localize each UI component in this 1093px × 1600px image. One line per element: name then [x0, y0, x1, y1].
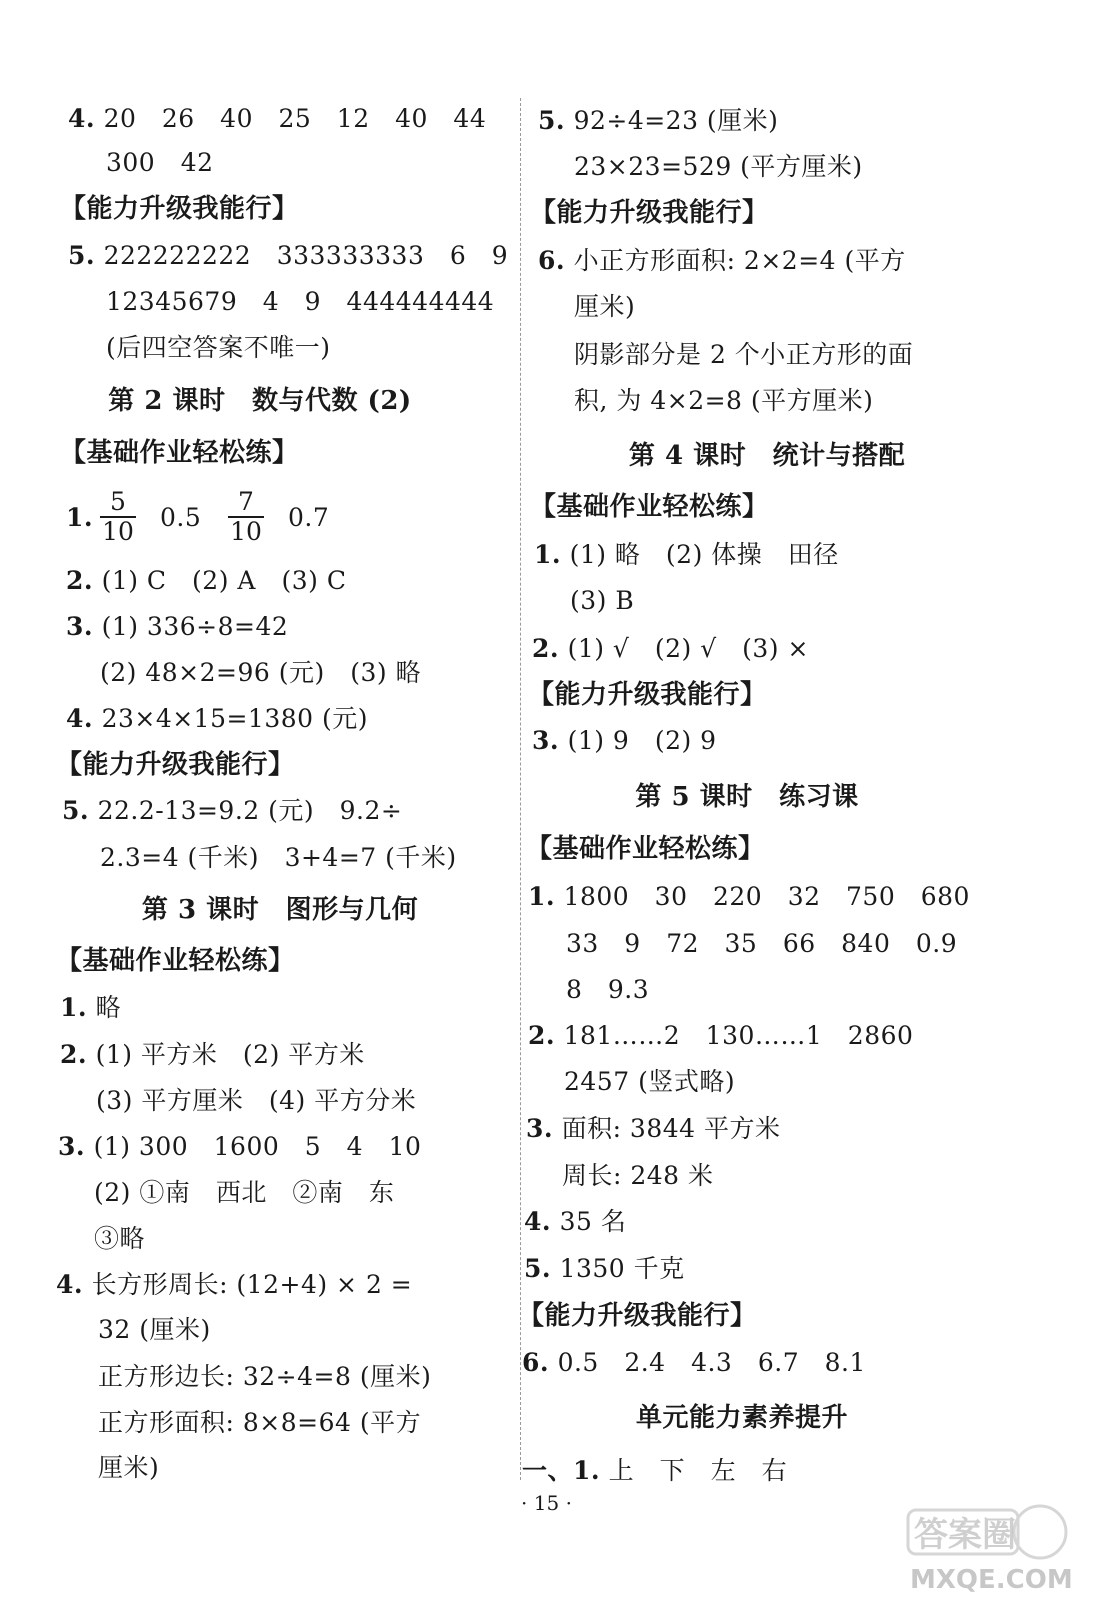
section-heading: 【能力升级我能行】: [518, 1301, 757, 1331]
answer-line: 6. 小正方形面积: 2×2=4 (平方: [538, 246, 906, 275]
answer-line: 32 (厘米): [98, 1315, 211, 1344]
answer-line: 2.3=4 (千米) 3+4=7 (千米): [100, 843, 457, 872]
answer-line: 6. 0.5 2.4 4.3 6.7 8.1: [522, 1348, 866, 1377]
column-divider: [520, 98, 521, 1480]
answer-line: 5. 1350 千克: [524, 1254, 685, 1283]
section-heading: 【能力升级我能行】: [60, 194, 299, 224]
answer-line: 阴影部分是 2 个小正方形的面: [574, 340, 914, 369]
lesson-title: 第 3 课时 图形与几何: [141, 895, 419, 925]
answer-line: 3. (1) 300 1600 5 4 10: [58, 1132, 422, 1161]
answer-line: 2. (1) C (2) A (3) C: [66, 566, 347, 595]
answer-line: 2. (1) √ (2) √ (3) ×: [532, 634, 809, 663]
section-heading: 【基础作业轻松练】: [526, 834, 765, 864]
answer-line: 积, 为 4×2=8 (平方厘米): [574, 386, 874, 415]
answer-line: 厘米): [98, 1453, 160, 1482]
watermark-logo-text: 答案圈: [914, 1515, 1016, 1555]
answer-line: 33 9 72 35 66 840 0.9: [566, 929, 958, 958]
section-heading: 【基础作业轻松练】: [60, 438, 299, 468]
section-heading: 【基础作业轻松练】: [530, 492, 769, 522]
answer-line: 3. (1) 9 (2) 9: [532, 726, 717, 755]
answer-line: 3. 面积: 3844 平方米: [526, 1114, 781, 1143]
answer-line: 正方形面积: 8×8=64 (平方: [98, 1408, 422, 1437]
answer-line: 2. (1) 平方米 (2) 平方米: [60, 1040, 365, 1069]
page-number: · 15 ·: [521, 1491, 572, 1515]
answer-line: (2) 48×2=96 (元) (3) 略: [100, 658, 422, 687]
answer-line: 4. 20 26 40 25 12 40 44: [68, 104, 487, 133]
lesson-title: 第 2 课时 数与代数 (2): [108, 386, 412, 416]
section-heading: 【能力升级我能行】: [528, 680, 767, 710]
watermark-url: MXQE.COM: [910, 1565, 1073, 1595]
answer-line: 4. 23×4×15=1380 (元): [66, 704, 369, 733]
answer-line: 1. 略: [60, 993, 122, 1022]
fraction: $\frac{7}{10}$: [228, 488, 264, 546]
lesson-title: 第 5 课时 练习课: [635, 782, 859, 812]
answer-line: 厘米): [574, 292, 636, 321]
answer-line: 5. 92÷4=23 (厘米): [538, 106, 779, 135]
answer-line: 4. 35 名: [524, 1207, 627, 1236]
answer-note: (后四空答案不唯一): [106, 333, 331, 362]
section-heading: 【基础作业轻松练】: [56, 946, 295, 976]
answer-line: 5. 22.2-13=9.2 (元) 9.2÷: [62, 796, 403, 825]
lesson-title: 第 4 课时 统计与搭配: [628, 441, 906, 471]
answer-line: 12345679 4 9 444444444: [106, 287, 495, 316]
section-heading: 【能力升级我能行】: [530, 198, 769, 228]
watermark-logo: [900, 1500, 1090, 1596]
section-heading: 【能力升级我能行】: [56, 750, 295, 780]
answer-line: 一、1. 上 下 左 右: [522, 1456, 788, 1485]
answer-line: 周长: 248 米: [562, 1161, 714, 1190]
answer-line: 23×23=529 (平方厘米): [574, 152, 863, 181]
answer-line: 1. 1800 30 220 32 750 680: [528, 882, 970, 911]
answer-line: 300 42: [106, 148, 214, 177]
answer-line: 5. 222222222 333333333 6 9: [68, 241, 509, 270]
answer-line: (2) ①南 西北 ②南 东: [94, 1178, 395, 1207]
answer-value: 0.7: [288, 503, 330, 532]
answer-line: (3) B: [570, 586, 635, 615]
unit-title: 单元能力素养提升: [635, 1403, 848, 1433]
answer-line: 正方形边长: 32÷4=8 (厘米): [98, 1362, 432, 1391]
answer-line: 8 9.3: [566, 975, 650, 1004]
answer-line: 1. (1) 略 (2) 体操 田径: [534, 540, 839, 569]
answer-line: 3. (1) 336÷8=42: [66, 612, 289, 641]
answer-line: 2. 181……2 130……1 2860: [528, 1021, 914, 1050]
answer-line: 4. 长方形周长: (12+4) × 2 =: [56, 1270, 413, 1299]
fraction: $\frac{5}{10}$: [100, 488, 136, 546]
answer-line: 1.: [66, 503, 94, 532]
answer-line: 2457 (竖式略): [564, 1067, 736, 1096]
answer-value: 0.5: [160, 503, 202, 532]
answer-line: (3) 平方厘米 (4) 平方分米: [96, 1086, 417, 1115]
answer-line: ③略: [94, 1224, 146, 1253]
